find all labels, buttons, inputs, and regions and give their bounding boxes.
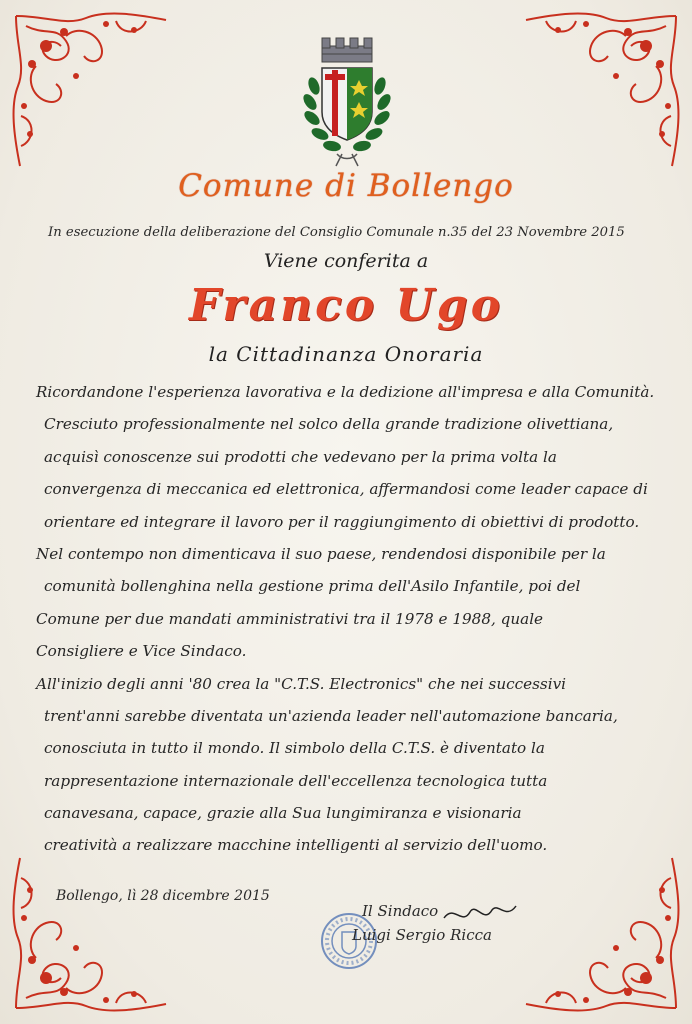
crown-icon <box>322 38 372 62</box>
citation-line: trent'anni sarebbe diventata un'azienda leader nell'automazione bancaria, <box>44 706 618 725</box>
citation-line: All'inizio degli anni '80 crea la "C.T.S. Electronics" che nei successivi <box>36 674 567 693</box>
citation-line: comunità bollenghina nella gestione prima dell'Asilo Infantile, poi del <box>44 577 581 596</box>
place-and-date: Bollengo, lì 28 dicembre 2015 <box>56 888 270 904</box>
conferred-line: Viene conferita a <box>263 250 429 272</box>
coat-of-arms-icon <box>292 36 402 170</box>
deliberation-reference: In esecuzione della deliberazione del Consiglio Comunale n.35 del 23 Novembre 2015 <box>48 225 625 240</box>
municipality-title: Comune di Bollengo <box>178 168 514 204</box>
signature-scribble <box>440 896 520 932</box>
honor-title: la Cittadinanza Onoraria <box>208 342 484 366</box>
citation-line: acquisì conoscenze sui prodotti che vedevano per la prima volta la <box>44 447 557 466</box>
citation-line: orientare ed integrare il lavoro per il raggiungimento di obiettivi di prodotto. <box>44 512 640 531</box>
citation-line: canavesana, capace, grazie alla Sua lungimiranza e visionaria <box>44 804 522 823</box>
citation-line: convergenza di meccanica ed elettronica, affermandosi come leader capace di <box>44 480 648 499</box>
citation-line: creatività a realizzare macchine intelligenti al servizio dell'uomo. <box>44 836 548 855</box>
citation-line: Comune per due mandati amministrativi tra il 1978 e 1988, quale <box>36 609 544 628</box>
citation-line: Consigliere e Vice Sindaco. <box>36 642 247 661</box>
citation-line: Cresciuto professionalmente nel solco della grande tradizione olivettiana, <box>44 415 614 434</box>
mayor-name: Luigi Sergio Ricca <box>352 926 492 944</box>
recipient-name: Franco Ugo <box>188 280 504 331</box>
mayor-title: Il Sindaco <box>362 902 439 920</box>
citation-line: Nel contempo non dimenticava il suo paese, rendendosi disponibile per la <box>36 544 606 563</box>
citation-line: Ricordandone l'esperienza lavorativa e la dedizione all'impresa e alla Comunità. <box>36 383 655 401</box>
citation-line: conosciuta in tutto il mondo. Il simbolo della C.T.S. è diventato la <box>44 739 545 758</box>
citation-text <box>36 376 666 862</box>
citation-line: rappresentazione internazionale dell'eccellenza tecnologica tutta <box>44 771 548 790</box>
